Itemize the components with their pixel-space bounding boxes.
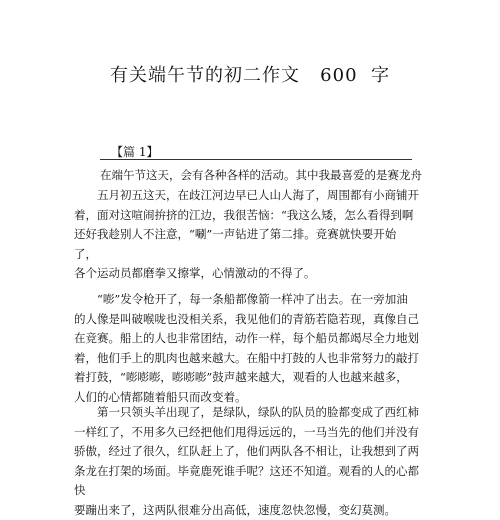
text-line: 了， — [74, 245, 430, 265]
paragraph — [74, 290, 430, 407]
section-label: 【篇 1】 — [111, 143, 158, 160]
text-line: 骄傲，经过了很久，红队赶上了，他们两队各不相让，让我想到了两 — [74, 442, 430, 462]
paragraph — [74, 186, 430, 284]
text-line: 着打鼓，“嘭嘭嘭，嘭嘭嘭”鼓声越来越大，观看的人也越来越多， — [74, 368, 430, 388]
text-line: 在竞赛。船上的人也非常团结，动作一样，每个船员都竭尽全力地划 — [74, 329, 430, 349]
text-line: 着，他们手上的肌肉也越来越大。在船中打鼓的人也非常努力的敲打 — [74, 349, 430, 369]
text-line: 的人像是叫破喉咙也没相关系，我见他们的青筋若隐若现，真像自己 — [74, 310, 430, 330]
lead-sentence: 在端午节这天，会有各种各样的活动。其中我最喜爱的是赛龙舟 — [100, 159, 412, 185]
text-line: 五月初五这天，在歧江河边早已人山人海了，周围都有小商铺开 — [74, 186, 430, 206]
text-line: 第一只领头羊出现了，是绿队，绿队的队员的脸都变成了西红柿 — [74, 403, 430, 423]
page-title: 有关端午节的初二作文 600 字 — [0, 61, 500, 87]
paragraph — [74, 403, 430, 520]
text-line: 各个运动员都磨拳又擦掌，心情激动的不得了。 — [74, 264, 430, 284]
text-line: 还好我趁别人不注意，“唰”一声钻进了第二排。竞赛就快要开始 — [74, 225, 430, 245]
text-line: 快 — [74, 481, 430, 501]
text-line: 一样红了，不用多久已经把他们甩得远远的，一马当先的他们并没有 — [74, 423, 430, 443]
text-line: 着，面对这喧闹拚挤的江边，我很苦恼：“我这么矮，怎么看得到啊 — [74, 206, 430, 226]
text-line: “嘭”发令枪开了，每一条船都像箭一样冲了出去。在一旁加油 — [74, 290, 430, 310]
text-line: 要蹦出来了，这两队很难分出高低，速度忽快忽慢，变幻莫测。 — [74, 501, 430, 520]
text-line: 条龙在打架的场面。毕竟鹿死谁手呢？这还不知道。观看的人的心都 — [74, 462, 430, 482]
text-line: 人们的心情都随着船只而改变着。 — [74, 388, 430, 408]
